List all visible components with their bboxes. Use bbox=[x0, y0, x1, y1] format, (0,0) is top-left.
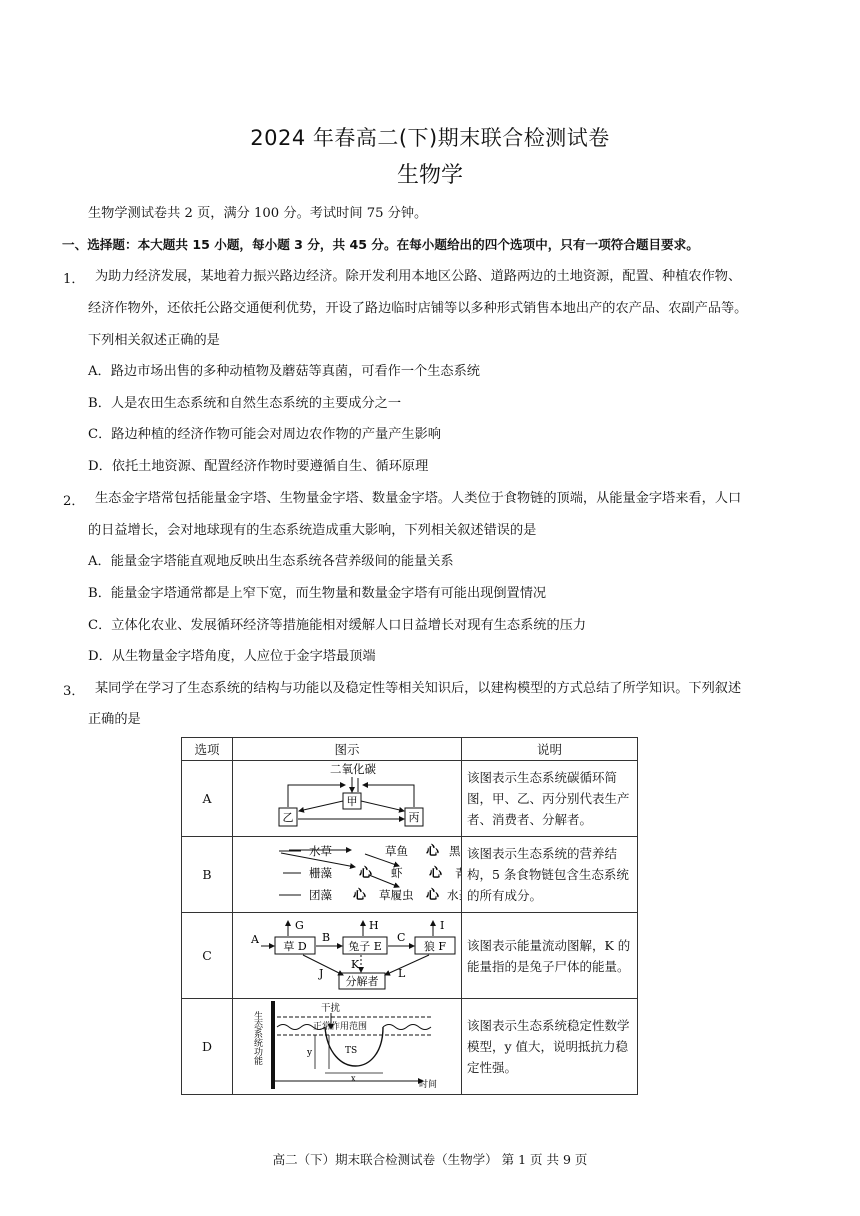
disturbance-label: 干扰 bbox=[321, 1003, 341, 1014]
node-bing-label: 丙 bbox=[408, 811, 420, 824]
row-option: C bbox=[182, 913, 233, 999]
arrow-glyph: 心 bbox=[429, 866, 443, 881]
header-figure: 图示 bbox=[233, 738, 462, 761]
organism-label: 黑 bbox=[449, 844, 461, 858]
energy-flow-figure bbox=[233, 913, 462, 999]
row-description: 该图表示生态系统的营养结构，5 条食物链包含生态系统的所有成分。 bbox=[462, 837, 638, 913]
row-option: A bbox=[182, 761, 233, 837]
x-axis-label: 时间 bbox=[419, 1080, 438, 1090]
header-option: 选项 bbox=[182, 738, 233, 761]
intro-text: 生物学测试卷共 2 页，满分 100 分。考试时间 75 分钟。 bbox=[88, 206, 428, 221]
flow-label-a: A bbox=[251, 933, 259, 946]
organism-label: 草鱼 bbox=[385, 844, 408, 858]
option-c: C．立体化农业、发展循环经济等措施能相对缓解人口日益增长对现有生态系统的压力 bbox=[88, 618, 587, 633]
node-decomposer-label: 分解者 bbox=[345, 975, 379, 988]
flow-label-k: K bbox=[351, 958, 360, 971]
row-option: D bbox=[182, 999, 233, 1095]
node-rabbit-label: 兔子 E bbox=[348, 940, 382, 953]
exam-title: 2024 年春高二(下)期末联合检测试卷 bbox=[250, 126, 610, 150]
flow-label-g: G bbox=[295, 919, 304, 932]
flow-label-b: B bbox=[322, 931, 331, 944]
table-row bbox=[182, 913, 638, 999]
y-label: y bbox=[307, 1048, 313, 1058]
row-description: 该图表示生态系统稳定性数学模型，y 值大，说明抵抗力稳定性强。 bbox=[462, 999, 638, 1095]
y-axis bbox=[271, 1001, 275, 1089]
node-jia-label: 甲 bbox=[346, 795, 358, 808]
option-a: A．路边市场出售的多种动植物及蘑菇等真菌，可看作一个生态系统 bbox=[88, 364, 480, 379]
question-stem-line: 的日益增长，会对地球现有的生态系统造成重大影响，下列相关叙述错误的是 bbox=[88, 523, 537, 538]
question-stem-line: 生态金字塔常包括能量金字塔、生物量金字塔、数量金字塔。人类位于食物链的顶端，从能量金字塔来看，人口 bbox=[95, 491, 742, 506]
node-grass-label: 草 D bbox=[283, 940, 307, 953]
organism-label: 水 bbox=[447, 888, 459, 902]
organism-label: 团藻 bbox=[309, 888, 332, 902]
row-description: 该图表示能量流动图解，K 的能量指的是兔子尸体的能量。 bbox=[462, 913, 638, 999]
page-footer: 高二（下）期末联合检测试卷（生物学） 第 1 页 共 9 页 bbox=[272, 1152, 588, 1167]
flow-label-c: C bbox=[397, 931, 406, 944]
normal-range-label: 正常作用范围 bbox=[313, 1022, 368, 1032]
arrow-glyph: 心 bbox=[359, 866, 373, 881]
question-stem-line: 为助力经济发展，某地着力振兴路边经济。除开发利用本地区公路、道路两边的土地资源，配置、种植农作物、 bbox=[95, 269, 742, 284]
stability-model-figure bbox=[233, 999, 462, 1095]
ts-label: TS bbox=[345, 1046, 358, 1056]
x-label: x bbox=[351, 1074, 356, 1083]
y-axis-label: 生态系统功能 bbox=[252, 1011, 262, 1065]
organism-label: 虾 bbox=[391, 866, 403, 880]
organism-label: 栅藻 bbox=[309, 866, 332, 880]
question3-table bbox=[181, 737, 638, 1095]
arrow-glyph: 心 bbox=[426, 844, 440, 859]
arrow-glyph: 心 bbox=[353, 888, 367, 903]
flow-label-l: L bbox=[398, 967, 406, 980]
carbon-cycle-figure bbox=[233, 761, 462, 837]
question-stem-line: 下列相关叙述正确的是 bbox=[88, 333, 220, 348]
table-row bbox=[182, 999, 638, 1095]
food-web-figure bbox=[233, 837, 462, 913]
table-header-row bbox=[182, 738, 638, 761]
flow-label-i: I bbox=[440, 919, 445, 932]
organism-label: 青 bbox=[455, 866, 461, 880]
question-number: 3． bbox=[63, 684, 85, 699]
header-description: 说明 bbox=[462, 738, 638, 761]
option-b: B．人是农田生态系统和自然生态系统的主要成分之一 bbox=[88, 396, 402, 411]
subject-title: 生物学 bbox=[396, 163, 463, 188]
co2-label: 二氧化碳 bbox=[330, 762, 376, 776]
option-b: B．能量金字塔通常都是上窄下宽，而生物量和数量金字塔有可能出现倒置情况 bbox=[88, 586, 547, 601]
node-wolf-label: 狼 F bbox=[423, 940, 447, 953]
organism-label: 草履虫 bbox=[379, 888, 414, 902]
organism-label: 水草 bbox=[309, 844, 332, 858]
question-number: 2． bbox=[63, 494, 85, 509]
arrow-glyph: 心 bbox=[426, 888, 440, 903]
row-option: B bbox=[182, 837, 233, 913]
option-a: A．能量金字塔能直观地反映出生态系统各营养级间的能量关系 bbox=[88, 554, 454, 569]
option-c: C．路边种植的经济作物可能会对周边农作物的产量产生影响 bbox=[88, 427, 441, 442]
flow-label-h: H bbox=[369, 919, 379, 932]
node-yi-label: 乙 bbox=[282, 811, 294, 824]
question-number: 1． bbox=[63, 272, 85, 287]
table-row bbox=[182, 837, 638, 913]
question-stem-line: 某同学在学习了生态系统的结构与功能以及稳定性等相关知识后，以建构模型的方式总结了所学知识。下列叙述 bbox=[95, 681, 742, 696]
question-stem-line: 经济作物外，还依托公路交通便利优势，开设了路边临时店铺等以多种形式销售本地出产的农产品、农副产品等。 bbox=[88, 301, 748, 316]
table-row bbox=[182, 761, 638, 837]
section-heading: 一、选择题：本大题共 15 小题，每小题 3 分，共 45 分。在每小题给出的四个选项中，只有一项符合题目要求。 bbox=[62, 237, 699, 252]
flow-label-j: J bbox=[319, 967, 324, 980]
option-d: D．从生物量金字塔角度，人应位于金字塔最顶端 bbox=[88, 649, 376, 664]
option-d: D．依托土地资源、配置经济作物时要遵循自生、循环原理 bbox=[88, 459, 429, 474]
question-stem-line: 正确的是 bbox=[88, 712, 141, 727]
row-description: 该图表示生态系统碳循环简图，甲、乙、丙分别代表生产者、消费者、分解者。 bbox=[462, 761, 638, 837]
